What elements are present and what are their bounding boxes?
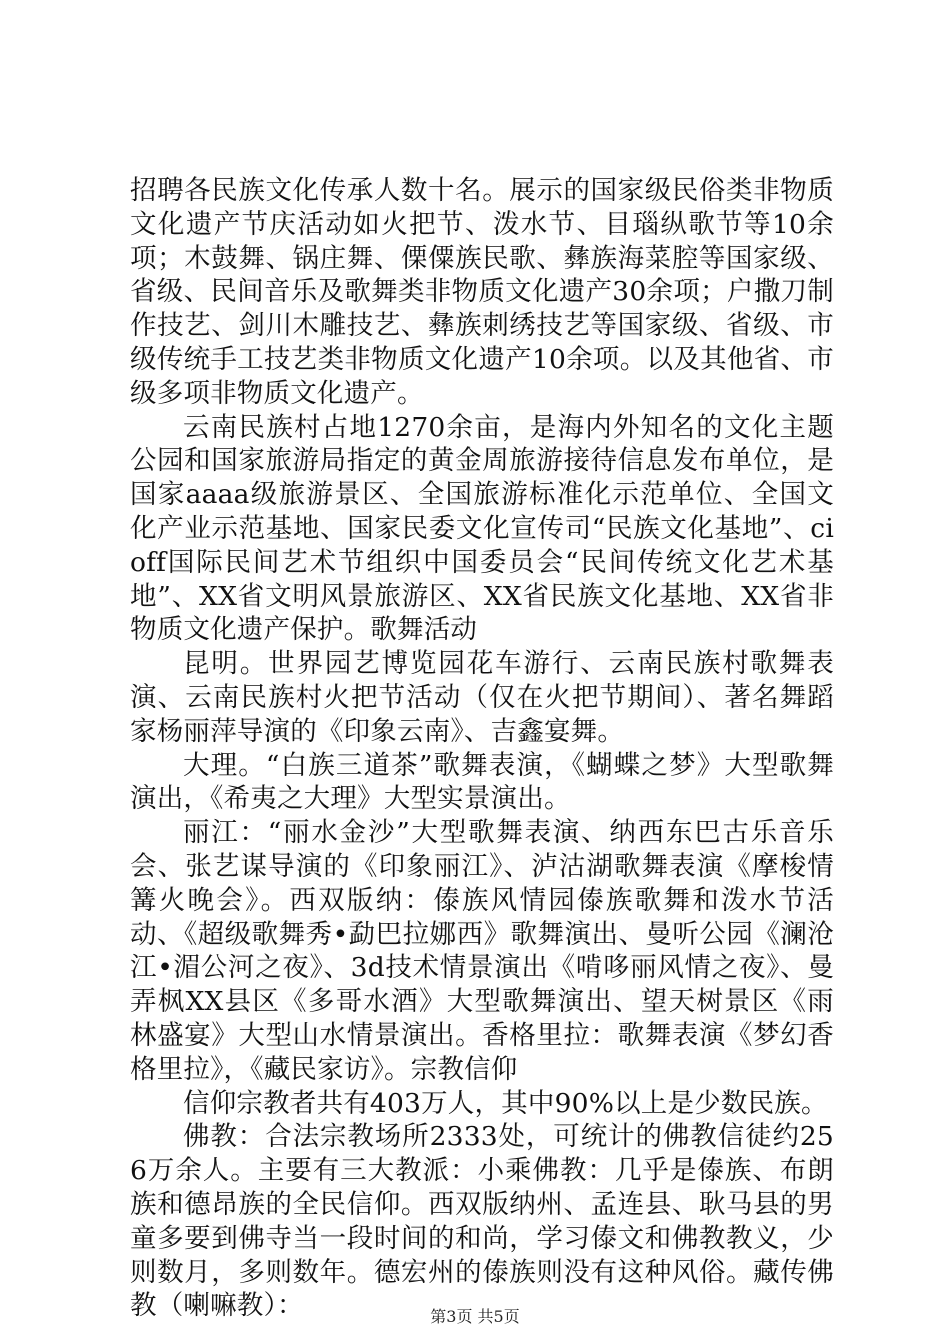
paragraph-religion-stats: 信仰宗教者共有403万人，其中90%以上是少数民族。 [183, 1087, 828, 1119]
paragraph-ethnic-village: 云南民族村占地1270余亩，是海内外知名的文化主题公园和国家旅游局指定的黄金周旅游接待信息发布单位，是国家aaaa级旅游景区、全国旅游标准化示范单位、全国文化产业示范基地、国家民委文化宣传司“民族文化基地”、cioff国际民间艺术节组织中国委员会“民间传统文化艺术基地”、XX省文明风景旅游区、XX省民族文化基地、XX省非物质文化遗产保护。歌舞活动 [130, 411, 834, 646]
paragraph-buddhism: 佛教：合法宗教场所2333处，可统计的佛教信徒约256万余人。主要有三大教派：小乘佛教：几乎是傣族、布朗族和德昂族的全民信仰。西双版纳州、孟连县、耿马县的男童多要到佛寺当一段时间的和尚，学习傣文和佛教教义，少则数月，多则数年。德宏州的傣族则没有这种风俗。藏传佛教（喇嘛教）： [130, 1121, 834, 1322]
page-footer: 第3页 共5页 [430, 1307, 520, 1326]
paragraph-heritage-list: 招聘各民族文化传承人数十名。展示的国家级民俗类非物质文化遗产节庆活动如火把节、泼水节、目瑙纵歌节等10余项；木鼓舞、锅庄舞、傈僳族民歌、彝族海菜腔等国家级、省级、民间音乐及歌舞类非物质文化遗产30余项；户撒刀制作技艺、剑川木雕技艺、彝族刺绣技艺等国家级、省级、市级传统手工技艺类非物质文化遗产10余项。以及其他省、市级多项非物质文化遗产。 [130, 175, 834, 409]
paragraph-lijiang-xishuangbanna: 丽江：“丽水金沙”大型歌舞表演、纳西东巴古乐音乐会、张艺谋导演的《印象丽江》、泸沽湖歌舞表演《摩梭情篝火晚会》。西双版纳：傣族风情园傣族歌舞和泼水节活动、《超级歌舞秀•勐巴拉娜西》歌舞演出、曼听公园《澜沧江•湄公河之夜》、3d技术情景演出《啃哆丽风情之夜》、曼弄枫XX县区《多哥水酒》大型歌舞演出、望天树景区《雨林盛宴》大型山水情景演出。香格里拉：歌舞表演《梦幻香格里拉》，《藏民家访》。宗教信仰 [130, 817, 834, 1085]
paragraph-dali: 大理。“白族三道茶”歌舞表演，《蝴蝶之梦》大型歌舞演出，《希夷之大理》大型实景演出。 [130, 749, 834, 815]
document-body [130, 174, 834, 1323]
paragraph-kunming: 昆明。世界园艺博览园花车游行、云南民族村歌舞表演、云南民族村火把节活动（仅在火把节期间）、著名舞蹈家杨丽萍导演的《印象云南》、吉鑫宴舞。 [130, 648, 834, 747]
